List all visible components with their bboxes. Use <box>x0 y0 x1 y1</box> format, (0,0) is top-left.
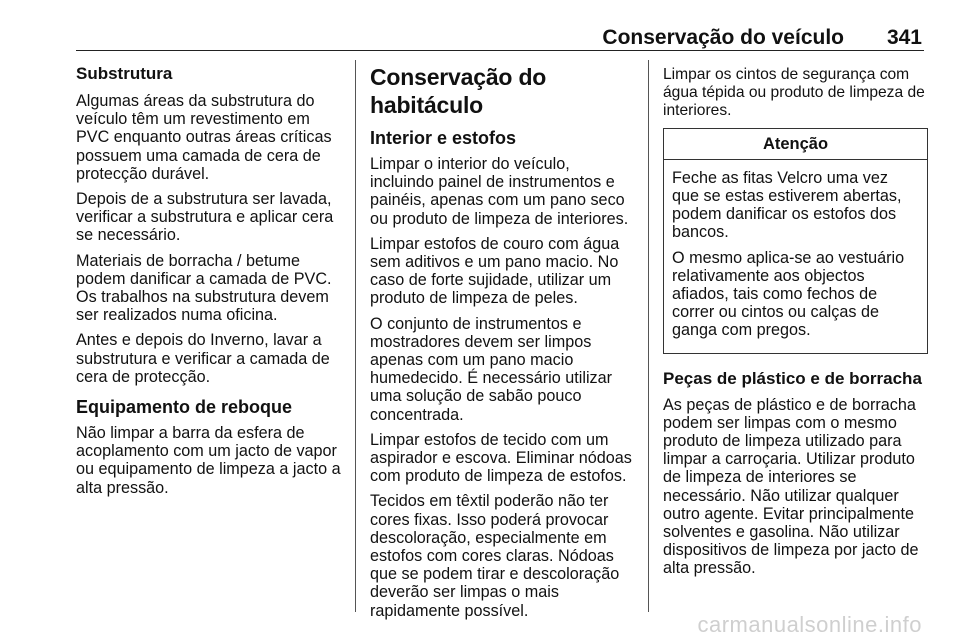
watermark: carmanualsonline.info <box>697 612 922 637</box>
paragraph: As peças de plástico e de borracha podem ser limpas com o mesmo produto de limpeza utilizado para limpar a carroçaria. Utilizar produto de limpeza de interiores se necessário. Não utilizar qualquer outro agente. Evitar principalmente solventes e gasolina. Não utilizar dispositivos de limpeza por jacto de alta pressão. <box>663 395 919 578</box>
paragraph: Não limpar a barra da esfera de acoplamento com um jacto de vapor ou equipamento de limpeza a jacto a alta pressão. <box>76 424 341 497</box>
paragraph: Limpar o interior do veículo, incluindo painel de instrumentos e painéis, apenas com um pano seco ou produto de limpeza de interiores. <box>370 155 629 228</box>
paragraph: Limpar os cintos de segurança com água tépida ou produto de limpeza de interiores. <box>663 66 925 120</box>
running-title: Conservação do veículo <box>602 26 844 49</box>
paragraph: Materiais de borracha / betume podem danificar a camada de PVC. Os trabalhos na substrutura devem ser realizados numa oficina. <box>76 251 332 325</box>
paragraph: Limpar estofos de couro com água sem aditivos e um pano macio. No caso de forte sujidade, utilizar um produto de limpeza de peles. <box>370 234 620 308</box>
paragraph: Depois de a substrutura ser lavada, verificar a substrutura e aplicar cera se necessário. <box>76 190 334 245</box>
warning-title: Atenção <box>664 129 927 160</box>
heading-interior-estofos: Interior e estofos <box>370 128 517 148</box>
heading-conservacao-habitaculo: Conservação do habitáculo <box>370 64 547 118</box>
warning-body <box>664 160 927 353</box>
heading-pecas-plastico-borracha: Peças de plástico e de borracha <box>663 368 922 388</box>
paragraph: O conjunto de instrumentos e mostradores devem ser limpos apenas com um pano macio humedecido. É necessário utilizar uma solução de sabão pouco concentrada. <box>370 314 613 424</box>
warning-paragraph: O mesmo aplica-se ao vestuário relativamente aos objectos afiados, tais como fechos de correr ou cintos ou calças de ganga com pregos. <box>672 248 905 340</box>
column-1 <box>76 62 346 504</box>
page-header <box>76 22 924 51</box>
page-number: 341 <box>886 26 922 49</box>
paragraph: Limpar estofos de tecido com um aspirador e escova. Eliminar nódoas com produto de limpeza de estofos. <box>370 430 632 486</box>
heading-substrutura: Substrutura <box>76 64 173 83</box>
paragraph: Tecidos em têxtil poderão não ter cores fixas. Isso poderá provocar descoloração, especialmente em estofos com cores claras. Nódoas que se podem tirar e descoloração deverão ser limpas o mais rapidamente possível. <box>370 492 620 620</box>
column-divider-2 <box>648 60 649 612</box>
column-3 <box>663 66 928 585</box>
warning-box <box>663 128 928 354</box>
heading-equipamento-reboque: Equipamento de reboque <box>76 397 293 418</box>
warning-paragraph: Feche as fitas Velcro uma vez que se estas estiverem abertas, podem danificar os estofos dos bancos. <box>672 168 902 242</box>
column-2 <box>370 62 636 627</box>
paragraph: Antes e depois do Inverno, lavar a substrutura e verificar a camada de cera de protecção. <box>76 331 330 386</box>
column-divider-1 <box>355 60 356 612</box>
paragraph: Algumas áreas da substrutura do veículo têm um revestimento em PVC enquanto outras áreas críticas possuem uma camada de cera de protecção durável. <box>76 92 332 183</box>
